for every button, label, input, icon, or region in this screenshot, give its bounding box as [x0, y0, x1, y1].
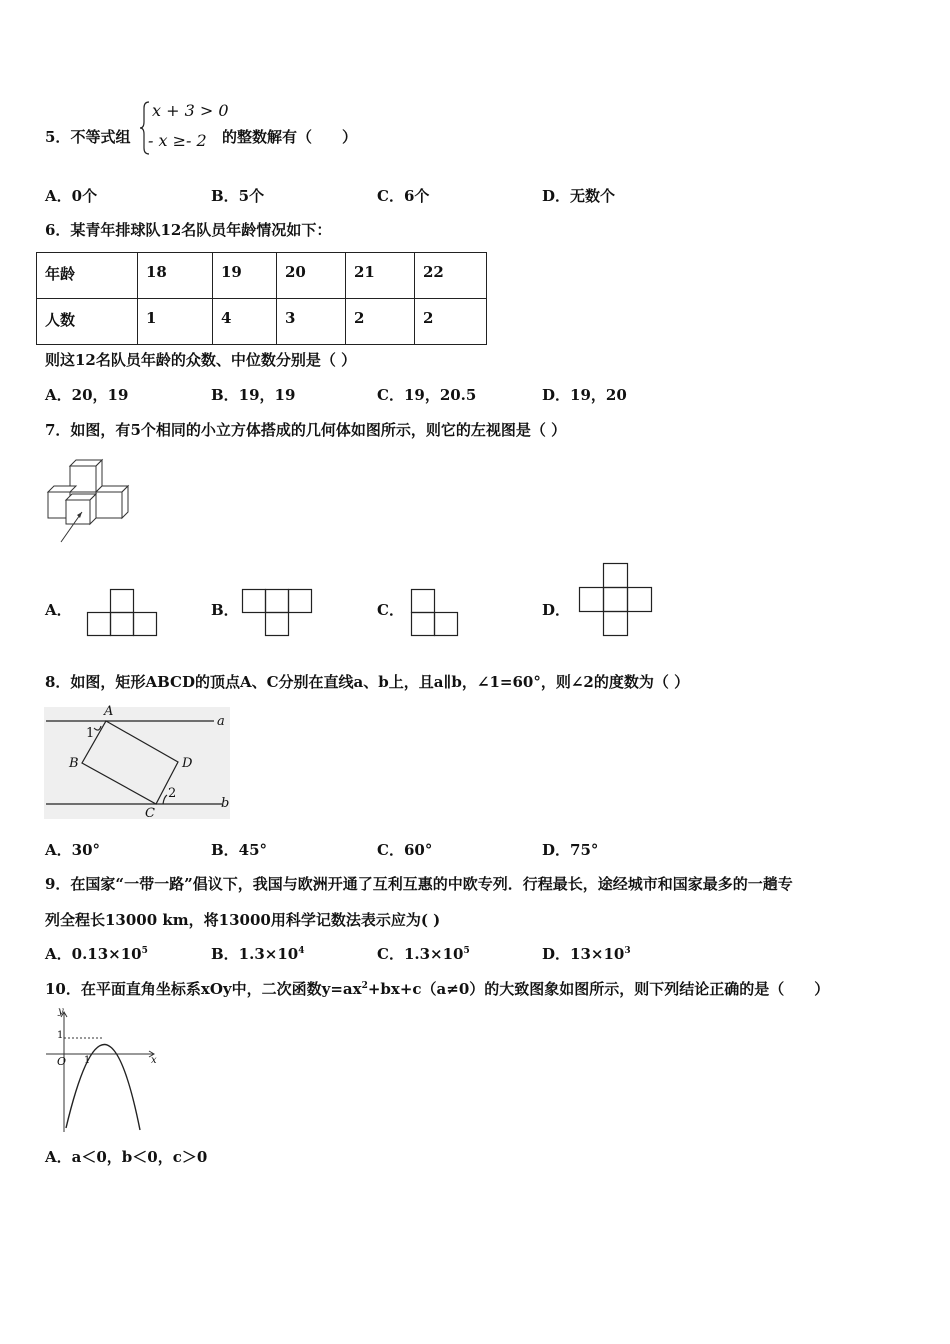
- q5-prefix: 不等式组: [70, 128, 131, 146]
- q5-suffix: 的整数解有（ ）: [222, 128, 358, 146]
- q6-question: 则这12名队员年龄的众数、中位数分别是（ ）: [45, 351, 357, 369]
- q5-number-prefix: [45, 127, 130, 147]
- q10-label-one-x: 1: [84, 1055, 91, 1066]
- q9-option-d: [542, 944, 631, 964]
- q9-option-b-exponent: 4: [298, 946, 305, 956]
- q9-stem-line2: 列全程长13000 km，将13000用科学记数法表示应为( ): [45, 911, 441, 929]
- table-cell: 19: [213, 253, 277, 299]
- q6-stem: 6．某青年排球队12名队员年龄情况如下：: [45, 221, 332, 239]
- q9-option-d-base: D．13×10: [542, 945, 625, 963]
- q8-label-B: B: [69, 756, 79, 771]
- q10-parabola-graph: [44, 1008, 164, 1134]
- q5-inequality-2: - x ≥- 2: [148, 131, 207, 150]
- table-row: [37, 299, 487, 345]
- table-cell: 18: [138, 253, 213, 299]
- q8-label-A: A: [104, 704, 114, 719]
- q9-option-c-exponent: 5: [463, 946, 470, 956]
- q10-stem: [45, 979, 829, 999]
- q9-option-a-base: A．0.13×10: [45, 945, 142, 963]
- q9-option-b-base: B．1.3×10: [211, 945, 299, 963]
- age-table: [36, 252, 487, 345]
- q6-option-b: B．19，19: [211, 386, 296, 404]
- table-cell: 2: [415, 299, 487, 345]
- q9-option-d-exponent: 3: [624, 946, 631, 956]
- q8-label-C: C: [145, 806, 155, 821]
- q8-label-1: 1: [86, 726, 95, 741]
- q7-option-c-label: C．: [377, 601, 404, 619]
- q7-option-a-figure: [86, 588, 160, 638]
- table-cell: 2: [346, 299, 415, 345]
- table-cell: 年龄: [37, 253, 138, 299]
- q7-stem: 7．如图，有5个相同的小立方体搭成的几何体如图所示，则它的左视图是（ ）: [45, 421, 567, 439]
- q5-inequality-1: x + 3 > 0: [152, 101, 229, 120]
- q7-option-a-label: A．: [45, 601, 72, 619]
- q8-option-b: B．45°: [211, 841, 268, 859]
- q7-option-b-figure: [241, 588, 315, 638]
- q8-label-a: a: [217, 714, 225, 729]
- q9-option-a-exponent: 5: [141, 946, 148, 956]
- q6-option-a: A．20，19: [45, 386, 129, 404]
- q8-option-d: D．75°: [542, 841, 599, 859]
- q7-option-b-label: B．: [211, 601, 239, 619]
- q10-label-y: y: [58, 1006, 64, 1017]
- q8-stem: 8．如图，矩形ABCD的顶点A、C分别在直线a、b上，且a∥b，∠1=60°，则∠2的度数为（ ）: [45, 673, 690, 691]
- q9-option-c-base: C．1.3×10: [377, 945, 464, 963]
- q5-option-d: D．无数个: [542, 187, 616, 205]
- q9-option-b: [211, 944, 304, 964]
- table-cell: 22: [415, 253, 487, 299]
- table-cell: 3: [277, 299, 346, 345]
- q10-option-a: A．a＜0，b＜0，c＞0: [45, 1148, 208, 1166]
- q10-label-x: x: [151, 1055, 157, 1066]
- table-cell: 21: [346, 253, 415, 299]
- q7-option-d-figure: [578, 562, 654, 638]
- q9-option-a: [45, 944, 148, 964]
- q5-option-c: C．6个: [377, 187, 430, 205]
- table-cell: 20: [277, 253, 346, 299]
- q6-option-c: C．19，20.5: [377, 386, 477, 404]
- q9-option-c: [377, 944, 470, 964]
- q8-option-a: A．30°: [45, 841, 101, 859]
- q10-stem-exponent: 2: [361, 981, 368, 991]
- q7-option-c-figure: [410, 588, 462, 638]
- q5-option-a: A．0个: [45, 187, 98, 205]
- q9-stem-line1: 9．在国家“一带一路”倡议下，我国与欧洲开通了互利互惠的中欧专列．行程最长，途经城市和国家最多的一趟专: [45, 875, 793, 893]
- q10-stem-a: 10．在平面直角坐标系xOy中，二次函数y=ax: [45, 980, 362, 998]
- q8-label-2: 2: [168, 786, 177, 801]
- q8-label-b: b: [221, 796, 230, 811]
- q6-option-d: D．19，20: [542, 386, 627, 404]
- q5-number: 5．: [45, 128, 71, 146]
- q7-option-d-label: D．: [542, 601, 571, 619]
- q8-option-c: C．60°: [377, 841, 433, 859]
- table-cell: 人数: [37, 299, 138, 345]
- q8-label-D: D: [182, 756, 193, 771]
- q7-cube-figure: [44, 458, 134, 548]
- table-row: [37, 253, 487, 299]
- q5-option-b: B．5个: [211, 187, 265, 205]
- q10-label-origin: O: [57, 1055, 67, 1068]
- q10-label-one-y: 1: [57, 1030, 64, 1041]
- table-cell: 4: [213, 299, 277, 345]
- table-cell: 1: [138, 299, 213, 345]
- q10-stem-b: +bx+c（a≠0）的大致图象如图所示，则下列结论正确的是（ ）: [367, 980, 830, 998]
